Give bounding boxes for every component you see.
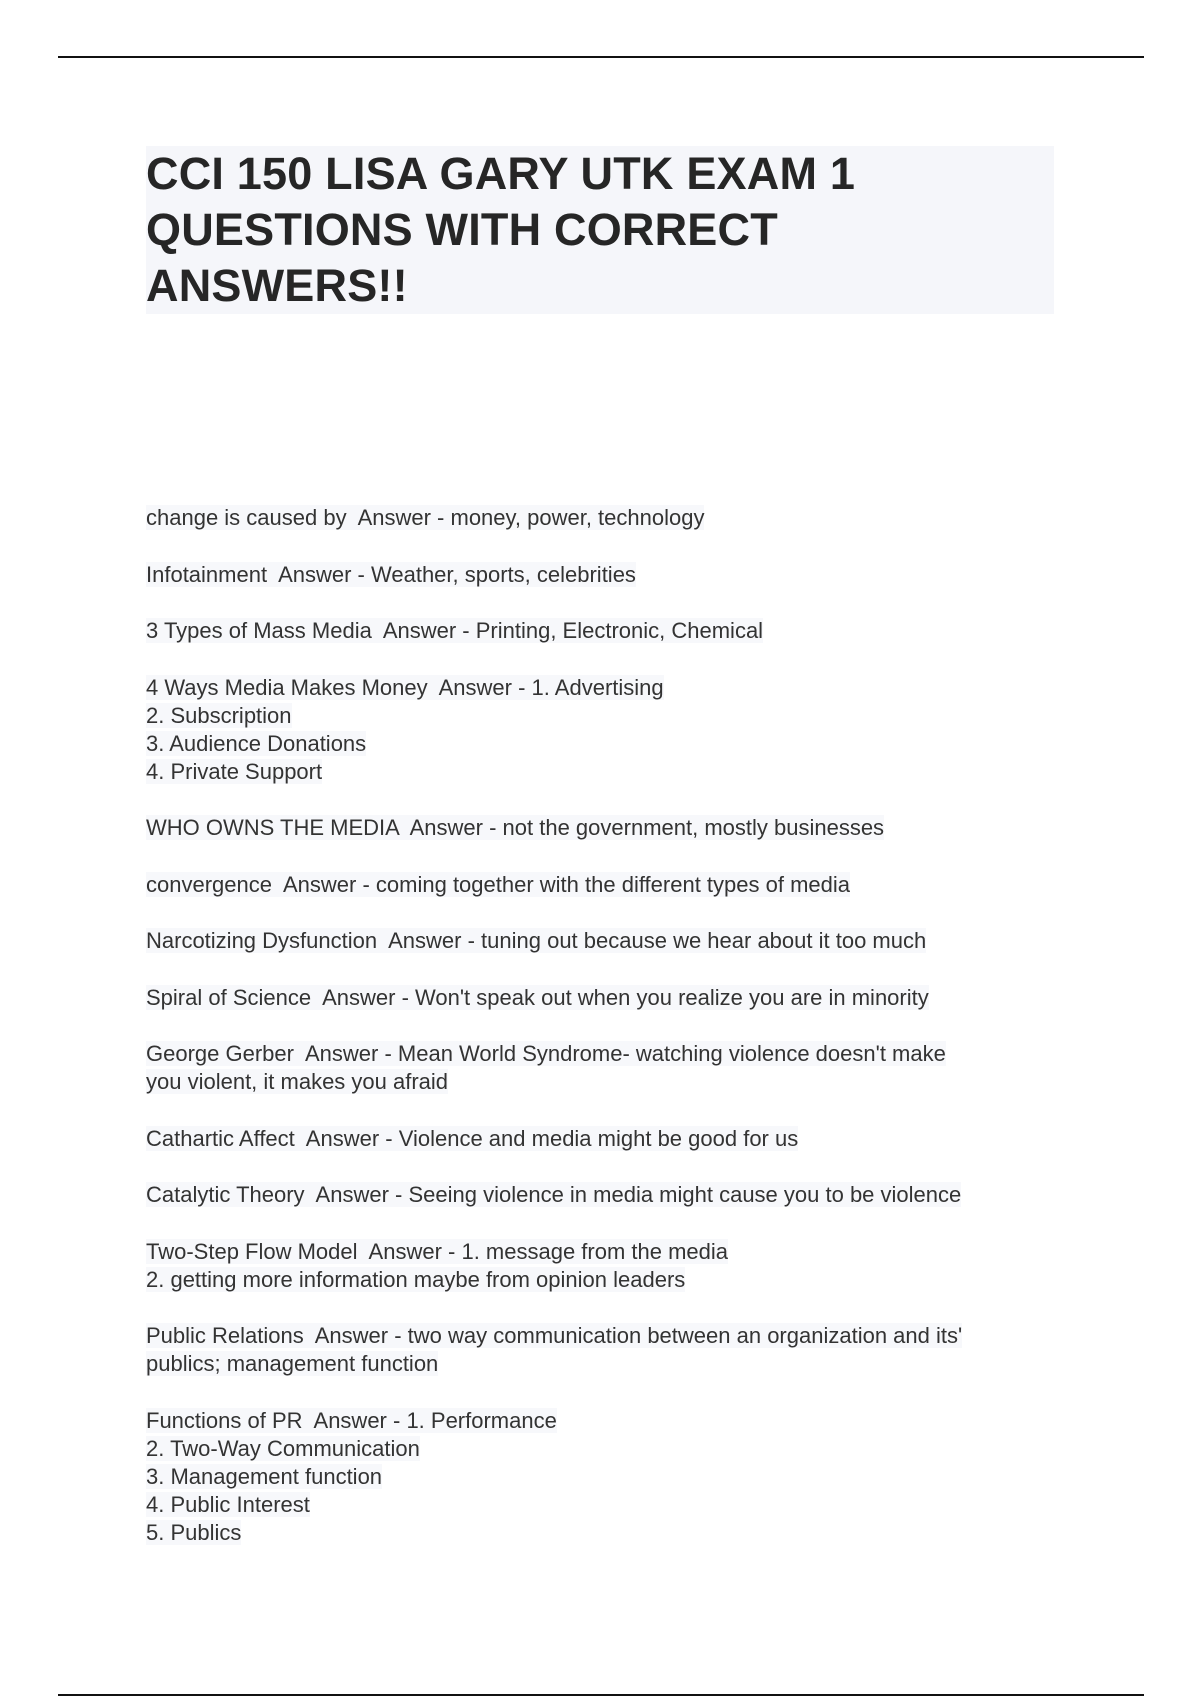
answer-text: 2. Two-Way Communication: [146, 1435, 420, 1461]
answer-text: 2. Subscription: [146, 702, 292, 728]
text-highlight: [146, 1126, 798, 1151]
text-highlight: [146, 1069, 448, 1094]
answer-text: 1. message from the media: [461, 1238, 729, 1264]
question-text: George Gerber: [146, 1041, 294, 1066]
answer-text: not the government, mostly businesses: [502, 815, 885, 840]
question-text: 3 Types of Mass Media: [146, 618, 372, 643]
qa-item: [146, 871, 1046, 899]
text-highlight: [146, 675, 664, 700]
text-highlight: [146, 618, 763, 643]
qa-item: [146, 504, 1046, 532]
question-text: Catalytic Theory: [146, 1182, 305, 1207]
qa-item: [146, 1125, 1046, 1153]
question-text: 4 Ways Media Makes Money: [146, 674, 428, 700]
qa-item: [146, 674, 1046, 786]
text-highlight: [146, 703, 292, 728]
document-title: CCI 150 LISA GARY UTK EXAM 1 QUESTIONS WITH CORRECT ANSWERS!!: [146, 148, 856, 311]
qa-item: [146, 984, 1046, 1012]
text-highlight: [146, 1492, 310, 1517]
text-highlight: [146, 759, 322, 784]
question-text: Two-Step Flow Model: [146, 1238, 358, 1264]
answer-text: publics; management function: [146, 1351, 439, 1376]
text-highlight: [146, 1239, 728, 1264]
qa-first-line: [146, 504, 1046, 532]
question-text: convergence: [146, 871, 272, 897]
text-highlight: [146, 1436, 420, 1461]
qa-continuation-line: [146, 1068, 1046, 1096]
qa-first-line: [146, 814, 1046, 842]
answer-separator: Answer -: [271, 871, 376, 897]
qa-first-line: [146, 1407, 1046, 1435]
qa-first-line: [146, 561, 1046, 589]
question-text: Infotainment: [146, 561, 268, 587]
qa-item: [146, 1181, 1046, 1209]
qa-first-line: [146, 1238, 1046, 1266]
qa-first-line: [146, 674, 1046, 702]
qa-list: [146, 504, 1046, 1575]
question-text: Cathartic Affect: [146, 1125, 295, 1151]
qa-continuation-line: [146, 1350, 1046, 1378]
qa-first-line: [146, 927, 1046, 955]
answer-separator: Answer -: [371, 618, 476, 643]
qa-continuation-line: [146, 702, 1046, 730]
qa-first-line: [146, 1181, 1046, 1209]
answer-separator: Answer -: [427, 674, 532, 700]
answer-text: two way communication between an organization and its': [407, 1323, 963, 1348]
answer-separator: Answer -: [377, 928, 482, 953]
answer-separator: Answer -: [304, 1182, 409, 1207]
qa-continuation-line: [146, 1463, 1046, 1491]
bottom-rule: [58, 1694, 1144, 1696]
qa-first-line: [146, 1125, 1046, 1153]
answer-text: 2. getting more information maybe from opinion leaders: [146, 1266, 686, 1292]
qa-continuation-line: [146, 730, 1046, 758]
text-highlight: [146, 928, 926, 953]
answer-separator: Answer -: [293, 1041, 398, 1066]
qa-item: [146, 814, 1046, 842]
answer-text: Weather, sports, celebrities: [371, 561, 636, 587]
text-highlight: [146, 1408, 557, 1433]
qa-item: [146, 1040, 1046, 1096]
text-highlight: [146, 1323, 962, 1348]
answer-text: coming together with the different types of media: [375, 871, 850, 897]
qa-first-line: [146, 984, 1046, 1012]
text-highlight: [146, 1520, 241, 1545]
text-highlight: [146, 985, 929, 1010]
qa-first-line: [146, 1040, 1046, 1068]
top-rule: [58, 56, 1144, 58]
answer-text: Seeing violence in media might cause you to be violence: [408, 1182, 962, 1207]
question-text: Functions of PR: [146, 1407, 303, 1433]
qa-first-line: [146, 871, 1046, 899]
text-highlight: [146, 1182, 961, 1207]
answer-text: 4. Private Support: [146, 758, 323, 784]
answer-separator: Answer -: [311, 984, 416, 1010]
answer-separator: Answer -: [357, 1238, 462, 1264]
text-highlight: [146, 1351, 438, 1376]
qa-first-line: [146, 1322, 1046, 1350]
answer-text: 3. Audience Donations: [146, 730, 367, 756]
text-highlight: [146, 1464, 382, 1489]
answer-text: 4. Public Interest: [146, 1491, 310, 1517]
question-text: Narcotizing Dysfunction: [146, 928, 378, 953]
text-highlight: [146, 1041, 946, 1066]
qa-first-line: [146, 617, 1046, 645]
answer-text: 1. Performance: [406, 1407, 557, 1433]
qa-continuation-line: [146, 1266, 1046, 1294]
text-highlight: [146, 1267, 685, 1292]
answer-text: tuning out because we hear about it too much: [481, 928, 927, 953]
text-highlight: [146, 731, 366, 756]
qa-item: [146, 1238, 1046, 1294]
question-text: WHO OWNS THE MEDIA: [146, 815, 399, 840]
answer-text: Violence and media might be good for us: [398, 1125, 799, 1151]
answer-text: you violent, it makes you afraid: [146, 1069, 449, 1094]
qa-continuation-line: [146, 758, 1046, 786]
question-text: change is caused by: [146, 505, 347, 530]
answer-separator: Answer -: [294, 1125, 399, 1151]
answer-text: Won't speak out when you realize you are in minority: [415, 984, 929, 1010]
text-highlight: [146, 872, 850, 897]
qa-item: [146, 617, 1046, 645]
answer-separator: Answer -: [398, 815, 503, 840]
title-block: [146, 146, 1054, 314]
qa-item: [146, 927, 1046, 955]
answer-text: 1. Advertising: [531, 674, 664, 700]
text-highlight: [146, 815, 884, 840]
qa-continuation-line: [146, 1491, 1046, 1519]
answer-text: Printing, Electronic, Chemical: [475, 618, 764, 643]
answer-text: 3. Management function: [146, 1463, 383, 1489]
answer-text: money, power, technology: [450, 505, 705, 530]
qa-continuation-line: [146, 1435, 1046, 1463]
qa-item: [146, 1407, 1046, 1547]
qa-item: [146, 561, 1046, 589]
answer-separator: Answer -: [303, 1323, 408, 1348]
answer-text: Mean World Syndrome- watching violence doesn't make: [397, 1041, 946, 1066]
qa-item: [146, 1322, 1046, 1378]
text-highlight: [146, 505, 704, 530]
answer-separator: Answer -: [346, 505, 451, 530]
answer-text: 5. Publics: [146, 1519, 242, 1545]
question-text: Public Relations: [146, 1323, 304, 1348]
qa-continuation-line: [146, 1519, 1046, 1547]
text-highlight: [146, 562, 636, 587]
question-text: Spiral of Science: [146, 984, 312, 1010]
answer-separator: Answer -: [267, 561, 371, 587]
answer-separator: Answer -: [302, 1407, 407, 1433]
